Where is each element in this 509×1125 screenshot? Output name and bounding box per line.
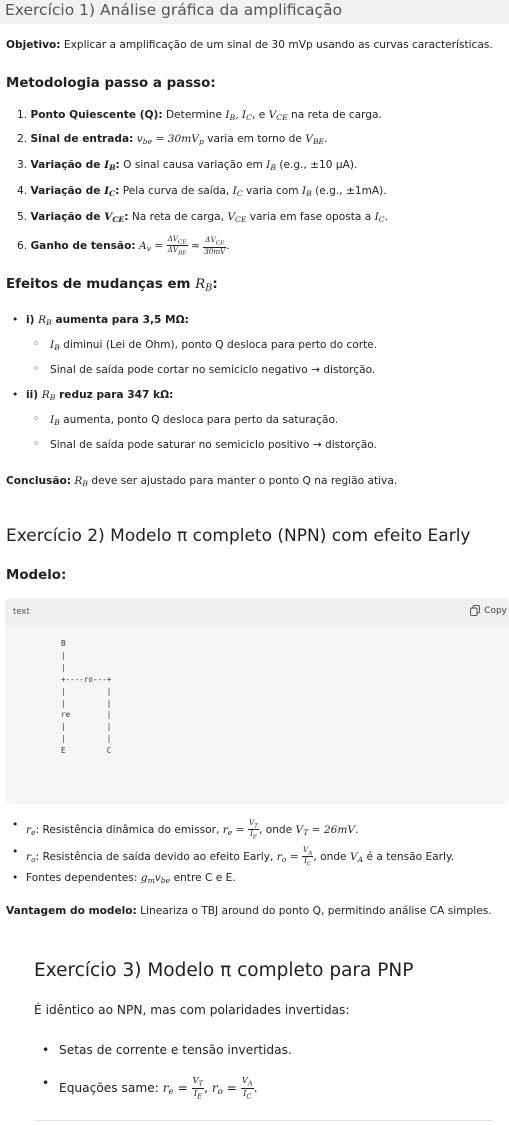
exercise-3-bullet-2: • Equações same: $r_e$ = $\frac{V_T}{I_E}$ , $r_o$ = $\frac{V_A}{I_C}$ .	[42, 1075, 258, 1101]
circuit-ascii-diagram: B | | +----ro---+ | | | | re | | | | | E C	[61, 639, 112, 756]
case-2-sub-a: ◦ $I_B$ aumenta, ponto Q desloca para perto da saturação.	[33, 414, 338, 427]
re-bullet: • $r_e$: Resistência dinâmica do emissor, $r_e$ = $\frac{V_T}{I_E}$ , onde $V_T = 26mV$.	[12, 819, 358, 841]
case-2-sub-b: ◦ Sinal de saída pode saturar no semiciclo positivo → distorção.	[33, 439, 377, 451]
step-6: 6. Ganho de tensão: $A_v$ = $\frac{\Delta V_{CE}}{\Delta V_{BE}}$ ≈ $\frac{\Delta V_{CE}}{30mV}$ .	[17, 234, 230, 257]
case-1-sub-a: ◦ $I_B$ diminui (Lei de Ohm), ponto Q desloca para perto do corte.	[33, 339, 377, 352]
divider	[34, 1120, 492, 1121]
conclusion-line: Conclusão: $R_B$ deve ser ajustado para manter o ponto Q na região ativa.	[6, 475, 398, 488]
case-1-bullet: • i) $R_B$ aumenta para 3,5 MΩ:	[12, 314, 189, 327]
model-heading: Modelo:	[6, 568, 67, 583]
code-language-label: text	[13, 607, 30, 617]
case-2-bullet: • ii) $R_B$ reduz para 347 kΩ:	[12, 389, 173, 402]
step-3: 3. Variação de $I_B$: O sinal causa variação em $I_B$ (e.g., ±10 μA).	[17, 159, 358, 172]
exercise-2-title: Exercício 2) Modelo π completo (NPN) com efeito Early	[6, 526, 471, 546]
effects-heading: Efeitos de mudanças em $R_B$:	[6, 277, 218, 294]
advantage-line: Vantagem do modelo: Lineariza o TBJ around do ponto Q, permitindo análise CA simples.	[6, 905, 492, 917]
code-block	[5, 598, 509, 804]
exercise-3-title: Exercício 3) Modelo π completo para PNP	[34, 960, 414, 981]
objective-text: Explicar a amplificação de um sinal de 30 mVp usando as curvas características.	[60, 39, 493, 51]
objective-line	[6, 39, 493, 51]
case-1-sub-b: ◦ Sinal de saída pode cortar no semiciclo negativo → distorção.	[33, 364, 375, 376]
step-2: 2. Sinal de entrada: $v_{be} = 30mV_p$ varia em torno de $V_{BE}$.	[17, 133, 328, 146]
copy-icon	[470, 605, 480, 616]
copy-label: Copy	[484, 605, 507, 616]
code-header	[5, 598, 509, 626]
exercise-3-bullet-1: • Setas de corrente e tensão invertidas.	[42, 1043, 292, 1057]
exercise-1-title: Exercício 1) Análise gráfica da amplificação	[5, 1, 343, 19]
step-5: 5. Variação de $V_{CE}$: Na reta de carga, $V_{CE}$ varia em fase oposta a $I_C$.	[17, 211, 389, 224]
methodology-heading: Metodologia passo a passo:	[6, 76, 216, 91]
step-4: 4. Variação de $I_C$: Pela curva de saída, $I_C$ varia com $I_B$ (e.g., ±1mA).	[17, 185, 387, 198]
dependent-sources-bullet: • Fontes dependentes: $g_mv_{be}$ entre C e E.	[12, 872, 236, 885]
step-1: 1. Ponto Quiescente (Q): Determine $I_B$, $I_C$, e $V_{CE}$ na reta de carga.	[17, 109, 382, 122]
ro-bullet: • $r_o$: Resistência de saída devido ao efeito Early, $r_o$ = $\frac{V_A}{I_C}$ , onde $V_A$ é a tensão Early.	[12, 846, 454, 868]
exercise-3-intro: É idêntico ao NPN, mas com polaridades invertidas:	[34, 1003, 350, 1017]
objective-label: Objetivo:	[6, 39, 61, 51]
copy-button[interactable]	[470, 605, 507, 616]
